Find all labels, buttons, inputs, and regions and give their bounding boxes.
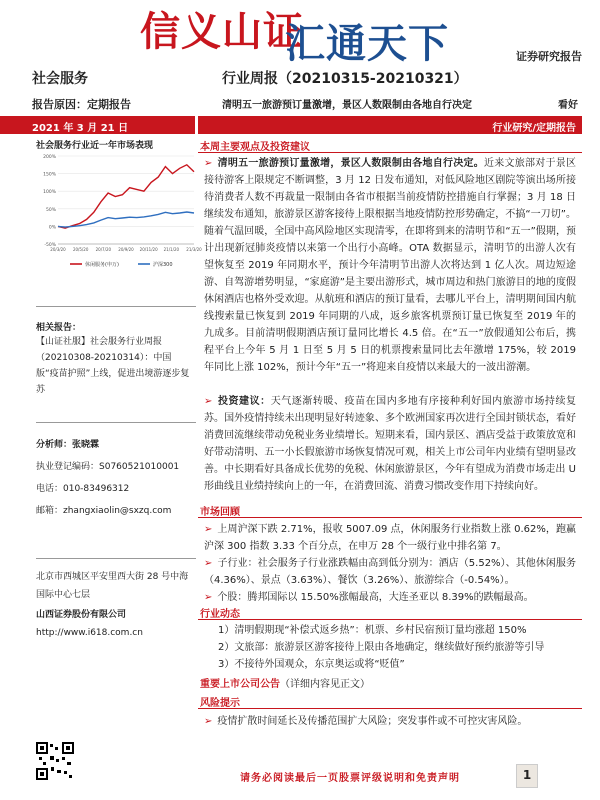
- divider: [36, 422, 196, 423]
- arrow-bullet-icon: ➢: [204, 396, 213, 407]
- section-title-market: 市场回顾: [200, 507, 240, 518]
- chart-legend-label: 沪深300: [153, 262, 173, 268]
- chart-x-tick-label: 20/3/20: [50, 247, 66, 252]
- chart-series-line-2: [58, 212, 194, 227]
- announcements-title: 重要上市公司公告: [200, 679, 280, 690]
- chart-y-tick-label: 150%: [43, 172, 56, 178]
- divider: [36, 558, 196, 559]
- footer-disclaimer: 请务必阅读最后一页股票评级说明和免责声明: [240, 773, 460, 784]
- related-report-link[interactable]: 【山证社服】社会服务行业周报（20210308-20210314）：中国版“疫苗护照”上线，促进出境游逐步复苏: [36, 337, 190, 395]
- chart-series-line-1: [58, 165, 194, 228]
- chart-y-tick-label: 100%: [43, 190, 56, 196]
- news-item[interactable]: 3）不接待外国观众，东京奥运或将“贬值”: [218, 659, 405, 670]
- slogan-blue: 汇通天下: [285, 20, 449, 67]
- paragraph-body: 天气逐渐转暖、疫苗在国内多地有序接种利好国内旅游市场持续复苏。国外疫情持续未出现明显好转迹象、多个欧洲国家再次进行全国封锁状态，看好消费回流继续带动免税业务业绩增长。短期来看，国内景区、酒店受益于政策放宽和好带动清明、五一小长假旅游市场恢复情况可观，相关上市公司年内业绩有望明显改善。中长期看好具备成长优势的免税、休闲旅游景区，今年有望成为消费市场走出 U 形曲线且业绩持续向上的一年，在消费回流、消费习惯改变作用下持续向好。: [204, 396, 577, 492]
- paragraph-investment: [204, 393, 576, 495]
- chart-legend-label: 休闲服务(申万): [85, 262, 119, 268]
- section-divider: [198, 517, 582, 518]
- risk-text: 疫情扩散时间延长及传播范围扩大风险；突发事件或不可控灾害风险。: [217, 716, 528, 727]
- paragraph-body: 近来文旅部对于景区接待游客上限规定不断调整，3 月 12 日发布通知，对低风险地区剧院等演出场所接待消费者人数不再裁量一限制由各省市根据当前疫情防控措施自行掌握；3 月 18 日继续发布通知，旅游景区游客接待上限根据当地疫情防控形势确定，不搞“一刀切”。随着气温回暖，全国中高风险地区实现清零，在即将到来的清明节和“五一”假期，预计出现新冠肺炎疫情以来第一个出行小高峰。OTA 数据显示，清明节的出游人次有望恢复至 2019 年同期水平，预计今年清明节出游人次将达到 1 亿人次。周边短途游、自驾游增势明显，“家庭游”是主要出游形式，城市周边和热门旅游目的地的度假休闲酒店也格外受欢迎。从航班和酒店的预订量看，去哪儿平台上，清明期间国内航线搜索量已恢复到 2019 年同期的八成，返乡旅客机票预订量已恢复至 2019 年的九成多。目前清明假期酒店预订量同比增长 4.5 倍。在“五一”放假通知公布后，携程平台上今年 5 月 1 日至 5 月 5 日的机票搜索量同比去年激增 175%，较 2019 年同比上涨 102%，预计今年“五一”将迎来自疫情以来最大的一波出游潮。: [204, 158, 577, 373]
- chart-x-tick-label: 20/7/20: [95, 247, 112, 252]
- arrow-bullet-icon: ➢: [204, 592, 213, 603]
- section-title-dynamics: 行业动态: [200, 609, 240, 620]
- paragraph-lead: 清明五一旅游预订量激增，景区人数限制由各地自行决定。: [217, 158, 485, 169]
- analyst-info: [36, 434, 196, 522]
- chart-y-tick-label: 200%: [43, 155, 56, 160]
- news-item[interactable]: 1）清明假期现“补偿式返乡热”：机票、乡村民宿预订量均涨超 150%: [218, 625, 527, 636]
- sector-name: 社会服务: [32, 71, 88, 87]
- risk-item: [204, 712, 527, 727]
- news-list: [218, 622, 580, 673]
- chart-x-tick-label: 21/1/20: [163, 247, 180, 252]
- section-title-views: 本周主要观点及投资建议: [200, 142, 310, 153]
- market-stocks: 个股：腾邦国际以 15.50%涨幅最高，大连圣亚以 8.39%的跌幅最高。: [217, 592, 534, 603]
- weekly-report-title: 行业周报（20210315-20210321）: [222, 71, 468, 87]
- chart-y-tick-label: 50%: [45, 207, 56, 213]
- paragraph-travel: [204, 155, 576, 376]
- chart-x-tick-label: 20/9/20: [118, 247, 134, 252]
- address: 北京市西城区平安里西大街 28 号中海国际中心七层: [36, 572, 189, 600]
- arrow-bullet-icon: ➢: [204, 524, 213, 535]
- chart-y-tick-label: -50%: [44, 243, 56, 248]
- license-code: 执业登记编码：S0760521010001: [36, 462, 180, 472]
- related-reports-title: 相关报告：: [36, 323, 82, 333]
- report-type-label: 证券研究报告: [516, 50, 582, 63]
- company-info: [36, 568, 194, 642]
- chart-x-tick-label: 20/11/20: [139, 247, 158, 252]
- analyst-name: 张晓霖: [72, 440, 100, 450]
- company-name: 山西证券股份有限公司: [36, 610, 127, 620]
- divider: [36, 306, 196, 307]
- news-item[interactable]: 2）文旅部：旅游景区游客接待上限由各地确定，继续做好预约旅游等引导: [218, 642, 545, 653]
- paragraph-lead: 投资建议：: [217, 396, 271, 407]
- rating-badge: 看好: [558, 100, 578, 111]
- chart-x-tick-label: 20/5/20: [72, 247, 89, 252]
- left-sidebar: [0, 62, 202, 762]
- chart-x-tick-label: 21/3/20: [186, 247, 202, 252]
- slogan-red: 信义山证: [140, 8, 304, 55]
- market-summary: 上周沪深下跌 2.71%，报收 5007.09 点，休闲服务行业指数上涨 0.62%，跑赢沪深 300 指数 3.33 个百分点，在申万 28 个一级行业中排名第 7。: [204, 524, 576, 552]
- email[interactable]: 邮箱：zhangxiaolin@sxzq.com: [36, 506, 172, 516]
- website-link[interactable]: http://www.i618.com.cn: [36, 628, 143, 638]
- category-bar: 行业研究/定期报告: [198, 116, 582, 134]
- market-review: [204, 521, 576, 606]
- section-divider: [198, 152, 582, 153]
- section-title-announcements: [200, 675, 370, 690]
- qr-code-icon: [36, 742, 74, 780]
- arrow-bullet-icon: ➢: [204, 158, 213, 169]
- arrow-bullet-icon: ➢: [204, 716, 213, 727]
- section-divider: [198, 619, 582, 620]
- report-date: 2021 年 3 月 21 日: [0, 116, 195, 134]
- arrow-bullet-icon: ➢: [204, 558, 213, 569]
- performance-chart: [36, 152, 202, 284]
- announcements-note: （详细内容见正文）: [280, 679, 370, 690]
- market-subsectors: 子行业：社会服务子行业涨跌幅由高到低分别为：酒店（5.52%）、其他休闲服务（4.36%）、景点（3.63%）、餐饮（3.26%）、旅游综合（-0.54%）。: [204, 558, 576, 586]
- section-divider: [198, 708, 582, 709]
- phone: 电话：010-83496312: [36, 484, 130, 494]
- analyst-label: 分析师：: [36, 440, 73, 450]
- chart-y-tick-label: 0%: [48, 225, 56, 231]
- chart-title: 社会服务行业近一年市场表现: [36, 141, 154, 151]
- section-title-risk: 风险提示: [200, 698, 240, 709]
- header-banner: [0, 0, 600, 67]
- page-number: 1: [516, 764, 538, 788]
- headline: 清明五一旅游预订量激增，景区人数限制由各地自行决定: [222, 100, 472, 111]
- report-reason: 报告原因：定期报告: [32, 98, 131, 111]
